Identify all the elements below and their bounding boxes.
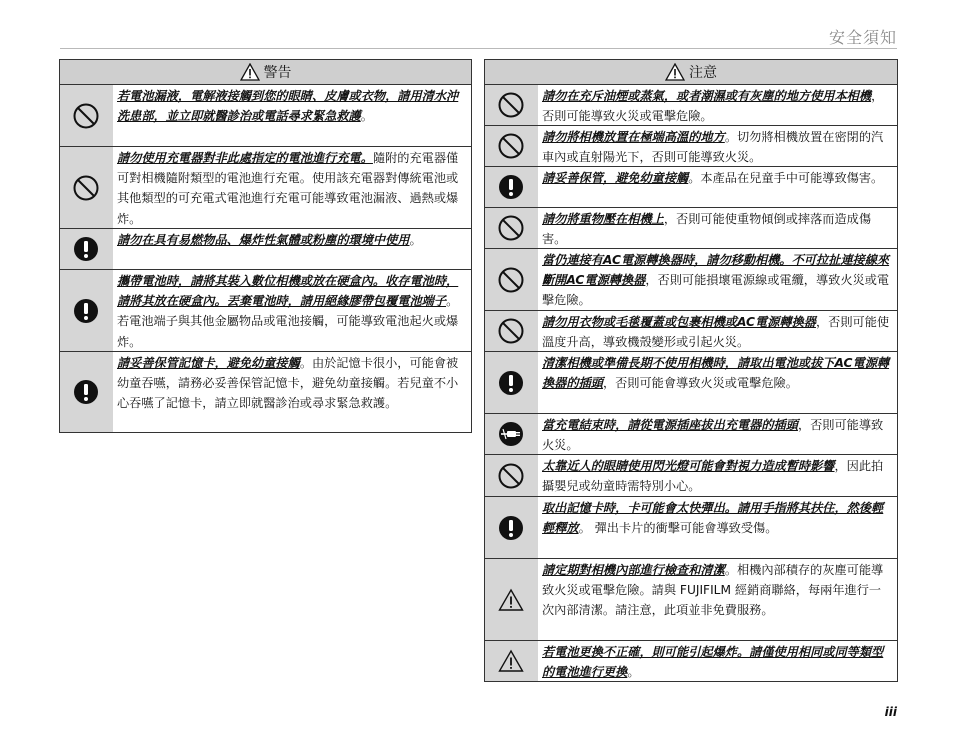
caution-row-text	[538, 641, 897, 681]
caution-row	[485, 352, 897, 414]
emphasized-text: 當充電結束時，請從電源插座拔出充電器的插頭	[542, 418, 798, 432]
emphasized-text: 請定期對相機內部進行檢查和清潔	[542, 563, 725, 577]
body-text: 。由於記憶卡很小，可能會被幼童吞嚥，請務必妥善保管記憶卡，避免幼童接觸。若兒童不小心吞嚥了記憶卡，請立即就醫診治或尋求緊急救護。	[117, 356, 459, 411]
caution-row	[485, 126, 897, 167]
mandatory-icon	[60, 229, 113, 269]
emphasized-text: 太靠近人的眼睛使用閃光燈可能會對視力造成暫時影響	[542, 459, 835, 473]
prohibited-icon	[60, 85, 113, 146]
warning-row	[60, 352, 471, 432]
body-text: 。若電池端子與其他金屬物品或電池接觸，可能導致電池起火或爆炸。	[117, 294, 459, 349]
body-text: 。相機內部積存的灰塵可能導致火災或電擊危險。請與 FUJIFILM 經銷商聯絡，每兩年進行一次內部清潔。請注意，此項並非免費服務。	[542, 563, 884, 618]
prohibited-icon	[485, 311, 538, 351]
warning-row-text	[113, 85, 471, 146]
prohibited-icon	[485, 126, 538, 166]
caution-row-text	[538, 559, 897, 640]
warning-table	[59, 59, 472, 433]
emphasized-text: 請勿在充斥油煙或蒸氣，或者潮濕或有灰塵的地方使用本相機	[542, 89, 872, 103]
emphasized-text: 攜帶電池時，請將其裝入數位相機或放在硬盒內。收存電池時，請將其放在硬盒內。丟棄電池時，請用絕緣膠帶包覆電池端子	[117, 274, 459, 309]
caution-row	[485, 208, 897, 249]
caution-row	[485, 167, 897, 208]
prohibited-icon	[60, 147, 113, 228]
emphasized-text: 請勿在具有易燃物品、爆炸性氣體或粉塵的環境中使用	[117, 233, 410, 247]
emphasized-text: 請勿將相機放置在極端高溫的地方	[542, 130, 725, 144]
mandatory-icon	[60, 352, 113, 432]
caution-row	[485, 641, 897, 681]
emphasized-text: 請勿將重物壓在相機上	[542, 212, 664, 226]
body-text: ，否則可能導致火災。	[542, 418, 884, 453]
caution-row	[485, 455, 897, 497]
body-text: 。	[409, 233, 422, 247]
warning-row-text	[113, 147, 471, 228]
warning-row	[60, 270, 471, 352]
body-text: 隨附的充電器僅可對相機隨附類型的電池進行充電。使用該充電器對傳統電池或其他類型的可充電式電池進行充電可能導致電池漏液、過熱或爆炸。	[117, 151, 459, 226]
caution-row-text	[538, 126, 897, 166]
mandatory-icon	[485, 167, 538, 207]
emphasized-text: 清潔相機或準備長期不使用相機時，請取出電池或拔下AC電源轉換器的插頭	[542, 356, 890, 391]
caution-row-text	[538, 249, 897, 310]
emphasized-text: 若電池漏液，電解液接觸到您的眼睛、皮膚或衣物，請用清水沖洗患部，並立即就醫診治或電話尋求緊急救護	[117, 89, 459, 124]
body-text: ，否則可能使溫度升高，導致機殼變形或引起火災。	[542, 315, 890, 350]
caution-icon	[485, 641, 538, 681]
caution-row	[485, 85, 897, 126]
mandatory-icon	[485, 352, 538, 413]
caution-row-text	[538, 208, 897, 248]
emphasized-text: 若電池更換不正確，則可能引起爆炸。請僅使用相同或同等類型的電池進行更換	[542, 645, 884, 680]
caution-row-text	[538, 167, 897, 207]
caution-row-text	[538, 414, 897, 454]
body-text: ，否則可能損壞電源線或電纜，導致火災或電擊危險。	[542, 273, 890, 308]
mandatory-icon	[485, 497, 538, 558]
caution-table-header	[485, 60, 897, 85]
caution-table	[484, 59, 898, 682]
emphasized-text: 取出記憶卡時，卡可能會太快彈出。請用手指將其扶住，然後輕輕釋放	[542, 501, 884, 536]
emphasized-text: 當仍連接有AC電源轉換器時，請勿移動相機。不可拉扯連接線來斷開AC電源轉換器	[542, 253, 890, 288]
caution-row	[485, 249, 897, 311]
emphasized-text: 請勿使用充電器對非此處指定的電池進行充電。	[117, 151, 373, 165]
caution-row	[485, 497, 897, 559]
body-text: 。	[627, 665, 640, 680]
caution-icon	[485, 559, 538, 640]
unplug-icon	[485, 414, 538, 454]
caution-row-text	[538, 497, 897, 558]
prohibited-icon	[485, 455, 538, 496]
body-text: ，否則可能導致火災或電擊危險。	[542, 89, 884, 124]
emphasized-text: 請妥善保管記憶卡，避免幼童接觸	[117, 356, 300, 370]
body-text: 。切勿將相機放置在密閉的汽車內或直射陽光下，否則可能導致火災。	[542, 130, 884, 165]
body-text: 。	[360, 109, 373, 124]
warning-row	[60, 229, 471, 270]
warning-row	[60, 147, 471, 229]
warning-row-text	[113, 270, 471, 351]
prohibited-icon	[485, 85, 538, 125]
caution-triangle-icon	[665, 63, 685, 81]
warning-title: 警告	[263, 65, 292, 81]
body-text: ，否則可能使重物傾倒或摔落而造成傷害。	[542, 212, 872, 247]
prohibited-icon	[485, 208, 538, 248]
body-text: 。本產品在兒童手中可能導致傷害。	[688, 171, 884, 185]
header-divider	[60, 48, 897, 49]
body-text: ，否則可能會導致火災或電擊危險。	[602, 376, 798, 391]
caution-row-text	[538, 455, 897, 496]
warning-table-header	[60, 60, 471, 85]
warning-row-text	[113, 229, 471, 269]
caution-row	[485, 559, 897, 641]
body-text: ，因此拍攝嬰兒或幼童時需特別小心。	[542, 459, 884, 494]
emphasized-text: 請妥善保管，避免幼童接觸	[542, 171, 689, 185]
caution-row-text	[538, 352, 897, 413]
caution-row	[485, 414, 897, 455]
caution-title: 注意	[689, 65, 717, 81]
body-text: 。 彈出卡片的衝擊可能會導致受傷。	[578, 521, 778, 536]
warning-row-text	[113, 352, 471, 432]
page-number: iii	[884, 705, 897, 719]
caution-row	[485, 311, 897, 352]
caution-row-text	[538, 311, 897, 351]
warning-row	[60, 85, 471, 147]
page-header-title: 安全須知	[828, 28, 897, 47]
caution-row-text	[538, 85, 897, 125]
warning-triangle-icon	[240, 63, 260, 81]
emphasized-text: 請勿用衣物或毛毯覆蓋或包裹相機或AC電源轉換器	[542, 315, 816, 329]
prohibited-icon	[485, 249, 538, 310]
mandatory-icon	[60, 270, 113, 351]
